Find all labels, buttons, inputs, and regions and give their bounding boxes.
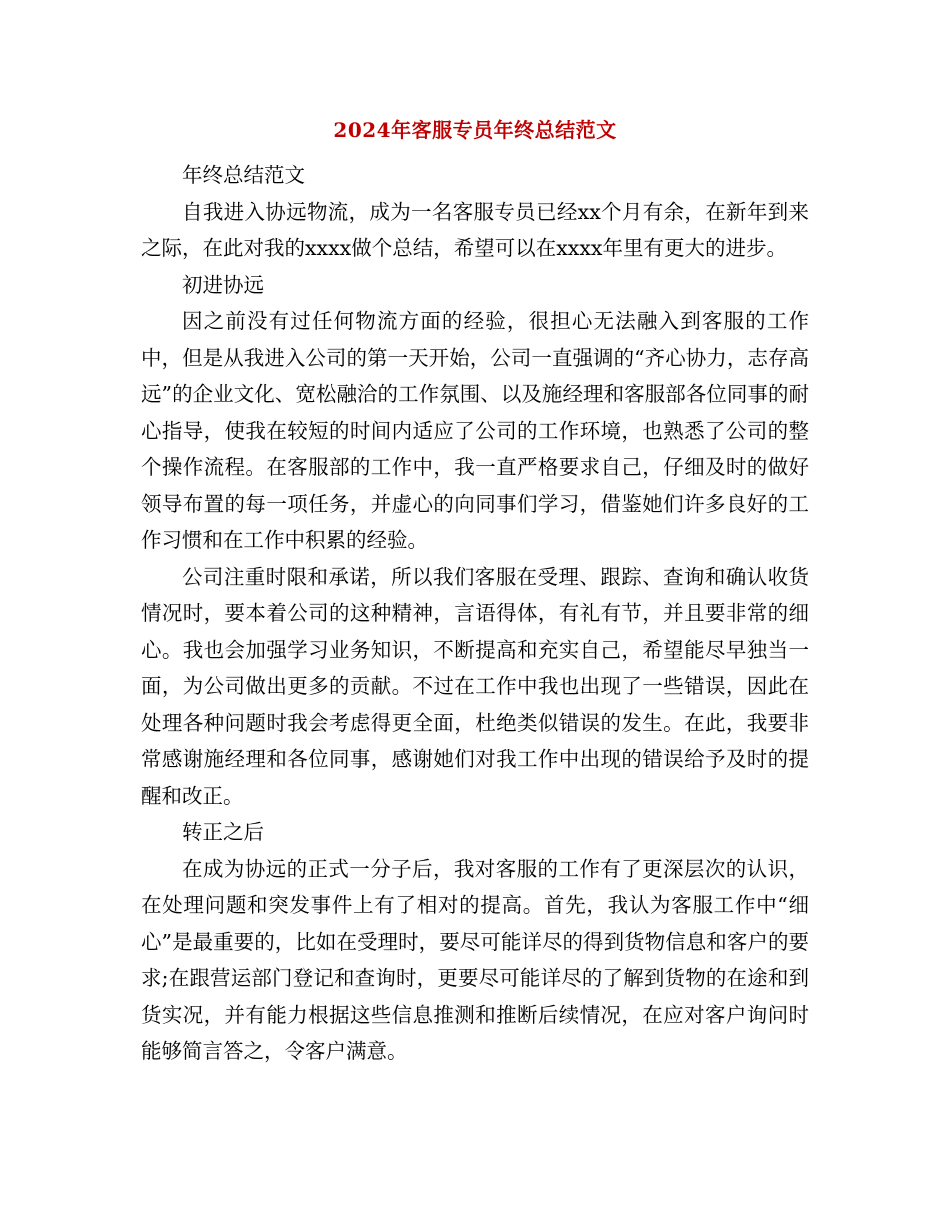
document-body [141, 157, 809, 1070]
paragraph-heading-summary: 年终总结范文 [182, 163, 305, 187]
paragraph-initial-experience: 因之前没有过任何物流方面的经验，很担心无法融入到客服的工作中，但是从我进入公司的第一天开始，公司一直强调的“齐心协力，志存高远”的企业文化、宽松融洽的工作氛围、以及施经理和客服部各位同事的耐心指导，使我在较短的时间内适应了公司的工作环境，也熟悉了公司的整个操作流程。在客服部的工作中，我一直严格要求自己，仔细及时的做好领导布置的每一项任务，并虚心的向同事们学习，借鉴她们许多良好的工作习惯和在工作中积累的经验。 [141, 309, 809, 552]
paragraph-after-regularization: 在成为协远的正式一分子后，我对客服的工作有了更深层次的认识，在处理问题和突发事件上有了相对的提高。首先，我认为客服工作中“细心”是最重要的，比如在受理时，要尽可能详尽的得到货物信息和客户的要求;在跟营运部门登记和查询时，更要尽可能详尽的了解到货物的在途和到货实况，并有能力根据这些信息推测和推断后续情况，在应对客户询问时能够简言答之，令客户满意。 [141, 856, 809, 1063]
document-title: 2024年客服专员年终总结范文 [333, 118, 617, 142]
paragraph-company-values: 公司注重时限和承诺，所以我们客服在受理、跟踪、查询和确认收货情况时，要本着公司的这种精神，言语得体，有礼有节，并且要非常的细心。我也会加强学习业务知识，不断提高和充实自己，希望能尽早独当一面，为公司做出更多的贡献。不过在工作中我也出现了一些错误，因此在处理各种问题时我会考虑得更全面，杜绝类似错误的发生。在此，我要非常感谢施经理和各位同事，感谢她们对我工作中出现的错误给予及时的提醒和改正。 [141, 564, 809, 808]
paragraph-intro: 自我进入协远物流，成为一名客服专员已经xx个月有余，在新年到来之际，在此对我的xxxx做个总结，希望可以在xxxx年里有更大的进步。 [141, 199, 809, 260]
section-heading-after-regularization: 转正之后 [182, 820, 264, 844]
section-heading-initial: 初进协远 [182, 272, 264, 297]
